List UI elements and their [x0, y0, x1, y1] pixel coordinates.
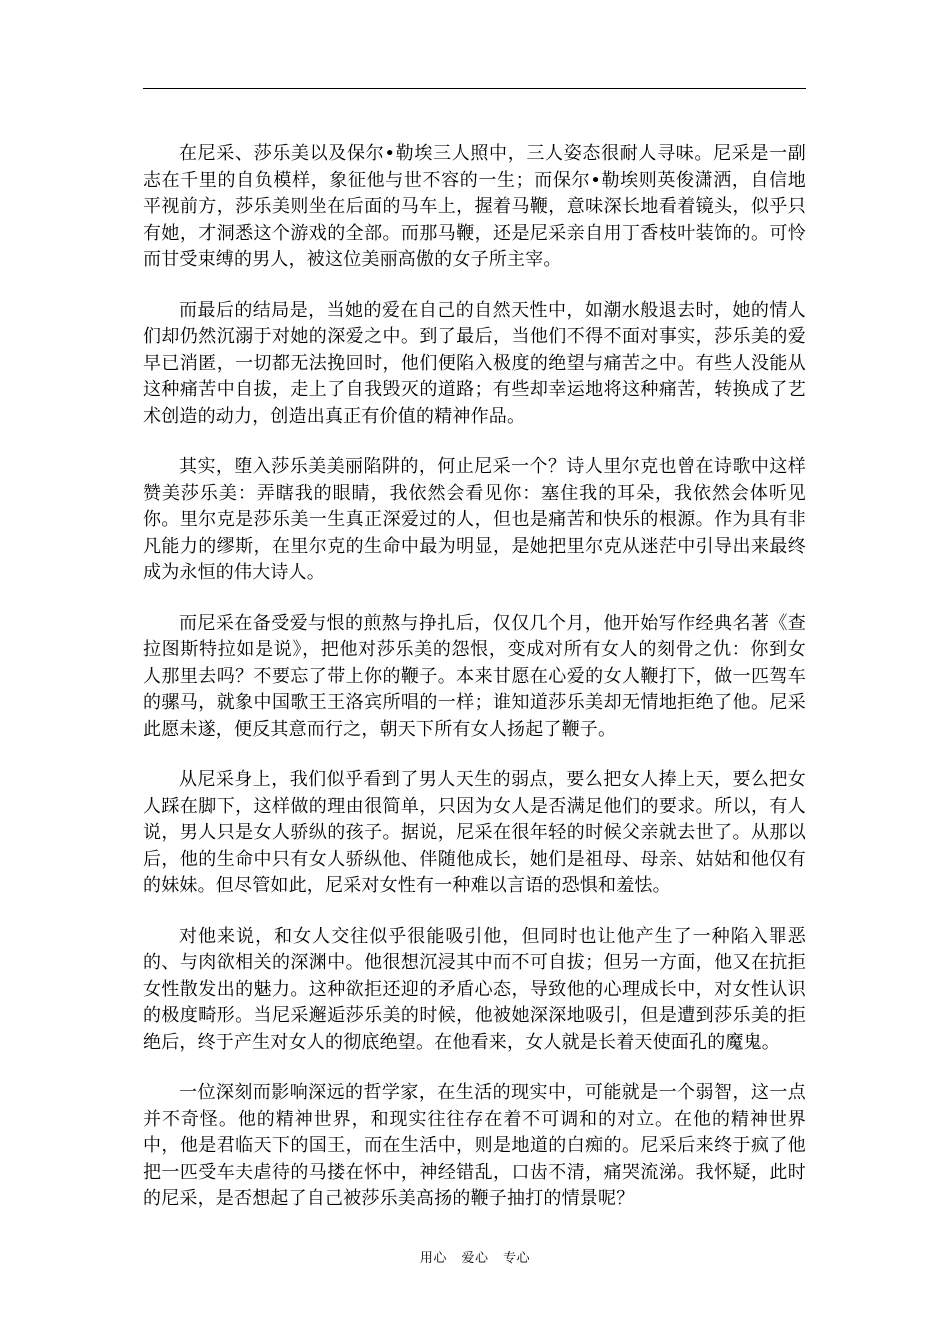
paragraph-3: 其实，堕入莎乐美美丽陷阱的，何止尼采一个？诗人里尔克也曾在诗歌中这样赞美莎乐美：弄瞎我的眼睛，我依然会看见你：塞住我的耳朵，我依然会体听见你。里尔克是莎乐美一生真正深爱过的人，但也是痛苦和快乐的根源。作为具有非凡能力的缪斯，在里尔克的生命中最为明显，是她把里尔克从迷茫中引导出来最终成为永恒的伟大诗人。: [143, 456, 806, 583]
paragraph-4: 而尼采在备受爱与恨的煎熬与挣扎后，仅仅几个月，他开始写作经典名著《查拉图斯特拉如是说》，把他对莎乐美的怨恨，变成对所有女人的刻骨之仇：你到女人那里去吗？不要忘了带上你的鞭子。本来甘愿在心爱的女人鞭打下，做一匹驾车的骡马，就象中国歌王王洛宾所唱的一样；谁知道莎乐美却无情地拒绝了他。尼采此愿未遂，便反其意而行之，朝天下所有女人扬起了鞭子。: [143, 612, 806, 740]
page-footer: 用心 爱心 专心: [419, 1251, 531, 1266]
paragraph-2: 而最后的结局是，当她的爱在自己的自然天性中，如潮水般退去时，她的情人们却仍然沉溺于对她的深爱之中。到了最后，当他们不得不面对事实，莎乐美的爱早已消匿，一切都无法挽回时，他们便陷入极度的绝望与痛苦之中。有些人没能从这种痛苦中自拔，走上了自我毁灭的道路；有些却幸运地将这种痛苦，转换成了艺术创造的动力，创造出真正有价值的精神作品。: [143, 299, 806, 427]
header-rule: [143, 88, 806, 89]
paragraph-7: 一位深刻而影响深远的哲学家，在生活的现实中，可能就是一个弱智，这一点并不奇怪。他的精神世界，和现实往往存在着不可调和的对立。在他的精神世界中，他是君临天下的国王，而在生活中，则是地道的白痴的。尼采后来终于疯了他把一匹受车夫虐待的马搂在怀中，神经错乱，口齿不清，痛哭流涕。我怀疑，此时的尼采，是否想起了自己被莎乐美高扬的鞭子抽打的情景呢？: [143, 1082, 806, 1209]
paragraph-1: 在尼采、莎乐美以及保尔•勒埃三人照中，三人姿态很耐人寻味。尼采是一副志在千里的自负模样，象征他与世不容的一生；而保尔•勒埃则英俊潇洒，自信地平视前方，莎乐美则坐在后面的马车上，握着马鞭，意味深长地看着镜头，似乎只有她，才洞悉这个游戏的全部。而那马鞭，还是尼采亲自用丁香枝叶装饰的。可怜而甘受束缚的男人，被这位美丽高傲的女子所主宰。: [143, 143, 806, 270]
paragraph-5: 从尼采身上，我们似乎看到了男人天生的弱点，要么把女人捧上天，要么把女人踩在脚下，这样做的理由很简单，只因为女人是否满足他们的要求。所以，有人说，男人只是女人骄纵的孩子。据说，尼采在很年轻的时候父亲就去世了。从那以后，他的生命中只有女人骄纵他、伴随他成长，她们是祖母、母亲、姑姑和他仅有的妹妹。但尽管如此，尼采对女性有一种难以言语的恐惧和羞怯。: [143, 769, 806, 896]
document-body: [143, 141, 806, 1237]
paragraph-6: 对他来说，和女人交往似乎很能吸引他，但同时也让他产生了一种陷入罪恶的、与肉欲相关的深渊中。他很想沉浸其中而不可自拔；但另一方面，他又在抗拒女性散发出的魅力。这种欲拒还迎的矛盾心态，导致他的心理成长中，对女性认识的极度畸形。当尼采邂逅莎乐美的时候，他被她深深地吸引，但是遭到莎乐美的拒绝后，终于产生对女人的彻底绝望。在他看来，女人就是长着天使面孔的魔鬼。: [143, 925, 806, 1053]
